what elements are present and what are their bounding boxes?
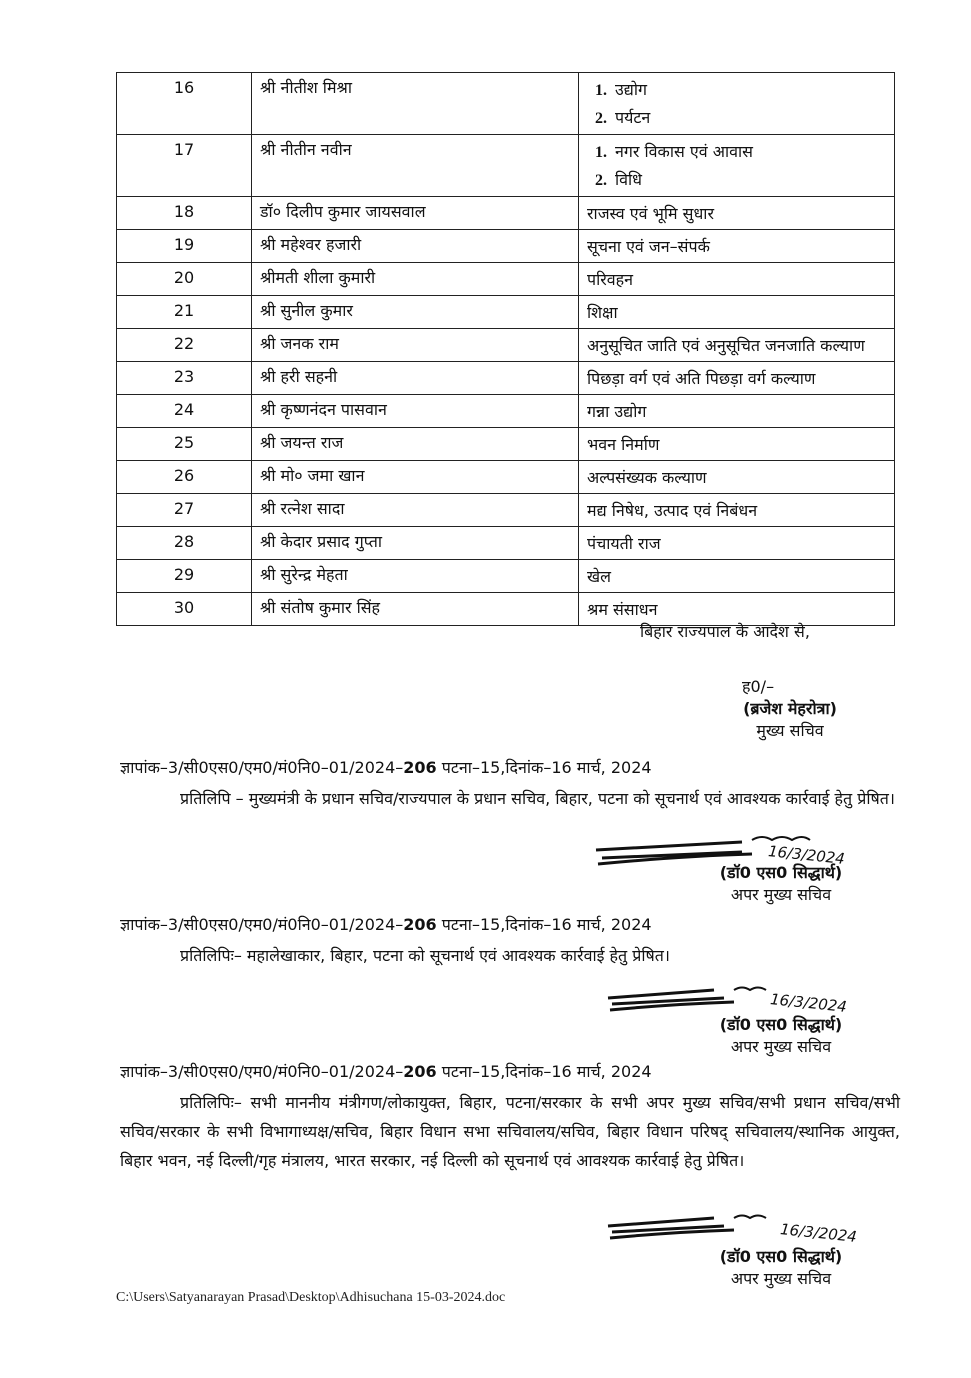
signer-designation: अपर मुख्य सचिव <box>730 1037 832 1056</box>
memo-3 <box>120 1060 900 1175</box>
department-list <box>587 530 886 557</box>
table-row <box>117 230 895 263</box>
department-item <box>587 299 886 326</box>
department-list <box>587 431 886 458</box>
department-item <box>587 530 886 557</box>
minister-name: डॉ० दिलीप कुमार जायसवाल <box>252 197 579 230</box>
department-cell <box>579 461 895 494</box>
minister-name: श्रीमती शीला कुमारी <box>252 263 579 296</box>
table-row <box>117 329 895 362</box>
department-item <box>587 76 886 104</box>
row-number: 30 <box>117 593 252 626</box>
minister-name: श्री संतोष कुमार सिंह <box>252 593 579 626</box>
table-row <box>117 296 895 329</box>
signer-name: (डॉ0 एस0 सिद्धार्थ) <box>719 1247 843 1266</box>
memo-1 <box>120 756 900 813</box>
department-name: उद्योग <box>615 80 648 99</box>
signer-name: (ब्रजेश मेहरोत्रा) <box>743 699 837 718</box>
department-index: 2. <box>595 110 607 127</box>
department-list <box>587 266 886 293</box>
department-list <box>587 596 886 623</box>
signature-date: 16/3/2024 <box>767 842 846 868</box>
minister-name: श्री महेश्वर हजारी <box>252 230 579 263</box>
department-index: 1. <box>595 82 607 99</box>
signer-designation: मुख्य सचिव <box>756 721 824 740</box>
memo-reference: ज्ञापांक–3/सी0एस0/एम0/मं0नि0–01/2024–206 पटना–15,दिनांक–16 मार्च, 2024 <box>120 758 652 777</box>
department-cell <box>579 135 895 197</box>
department-item <box>587 497 886 524</box>
table-row <box>117 362 895 395</box>
signer-name: (डॉ0 एस0 सिद्धार्थ) <box>719 1015 843 1034</box>
department-name: श्रम संसाधन <box>587 600 658 619</box>
department-list <box>587 365 886 392</box>
table-row <box>117 263 895 296</box>
department-item <box>587 431 886 458</box>
row-number: 26 <box>117 461 252 494</box>
department-list <box>587 464 886 491</box>
department-name: सूचना एवं जन–संपर्क <box>587 237 710 256</box>
memo-2 <box>120 913 900 970</box>
department-index: 1. <box>595 144 607 161</box>
department-item <box>587 596 886 623</box>
department-item <box>587 233 886 260</box>
table-row <box>117 135 895 197</box>
department-name: शिक्षा <box>587 303 618 322</box>
department-item <box>587 398 886 425</box>
minister-name: श्री कृष्णनंदन पासवान <box>252 395 579 428</box>
department-name: खेल <box>587 567 611 586</box>
department-cell <box>579 395 895 428</box>
signer-name: (डॉ0 एस0 सिद्धार्थ) <box>719 863 843 882</box>
department-name: परिवहन <box>587 270 634 289</box>
memo-body: प्रतिलिपि – मुख्यमंत्री के प्रधान सचिव/राज्यपाल के प्रधान सचिव, बिहार, पटना को सूचनार्थ एवं आवश्यक कार्रवाई हेतु प्रेषित। <box>180 789 895 808</box>
department-list <box>587 200 886 227</box>
department-name: विधि <box>615 170 643 189</box>
signer-designation: अपर मुख्य सचिव <box>730 885 832 904</box>
ministers-table <box>116 72 895 626</box>
department-item <box>587 332 886 359</box>
row-number: 16 <box>117 73 252 135</box>
department-cell <box>579 329 895 362</box>
table-row <box>117 428 895 461</box>
minister-name: श्री सुनील कुमार <box>252 296 579 329</box>
department-cell <box>579 428 895 461</box>
department-name: भवन निर्माण <box>587 435 660 454</box>
minister-name: श्री जयन्त राज <box>252 428 579 461</box>
row-number: 21 <box>117 296 252 329</box>
signer-designation: अपर मुख्य सचिव <box>730 1269 832 1288</box>
department-list <box>587 76 886 132</box>
department-name: अल्पसंख्यक कल्याण <box>587 468 707 487</box>
department-item <box>587 138 886 166</box>
department-index: 2. <box>595 172 607 189</box>
memo-reference: ज्ञापांक–3/सी0एस0/एम0/मं0नि0–01/2024–206 पटना–15,दिनांक–16 मार्च, 2024 <box>120 1062 652 1081</box>
department-name: पंचायती राज <box>587 534 661 553</box>
department-item <box>587 563 886 590</box>
minister-name: श्री जनक राम <box>252 329 579 362</box>
department-item <box>587 200 886 227</box>
department-item <box>587 166 886 194</box>
department-cell <box>579 362 895 395</box>
signed-mark: ह0/– <box>742 677 775 696</box>
row-number: 23 <box>117 362 252 395</box>
memo-reference: ज्ञापांक–3/सी0एस0/एम0/मं0नि0–01/2024–206 पटना–15,दिनांक–16 मार्च, 2024 <box>120 915 652 934</box>
department-item <box>587 365 886 392</box>
department-cell <box>579 560 895 593</box>
department-cell <box>579 197 895 230</box>
minister-name: श्री सुरेन्द्र मेहता <box>252 560 579 593</box>
memo-body: प्रतिलिपिः– सभी माननीय मंत्रीगण/लोकायुक्त, बिहार, पटना/सरकार के सभी अपर मुख्य सचिव/सभी प्रधान सचिव/सभी सचिव/सरकार के सभी विभागाध्यक्ष/सचिव, बिहार विधान सभा सचिवालय/सचिव, बिहार विधान परिषद् सचिवालय/स्थानिक आयुक्त, बिहार भवन, नई दिल्ली/गृह मंत्रालय, भारत सरकार, नई दिल्ली को सूचनार्थ एवं आवश्यक कार्रवाई हेतु प्रेषित। <box>120 1093 900 1170</box>
department-cell <box>579 296 895 329</box>
memo-3-signature <box>676 1246 886 1290</box>
row-number: 22 <box>117 329 252 362</box>
department-name: पिछड़ा वर्ग एवं अति पिछड़ा वर्ग कल्याण <box>587 369 816 388</box>
department-list <box>587 398 886 425</box>
row-number: 25 <box>117 428 252 461</box>
row-number: 28 <box>117 527 252 560</box>
department-list <box>587 299 886 326</box>
table-row <box>117 395 895 428</box>
department-item <box>587 104 886 132</box>
department-item <box>587 266 886 293</box>
row-number: 18 <box>117 197 252 230</box>
table-row <box>117 494 895 527</box>
row-number: 20 <box>117 263 252 296</box>
minister-name: श्री हरी सहनी <box>252 362 579 395</box>
department-list <box>587 138 886 194</box>
department-list <box>587 563 886 590</box>
signature-date: 16/3/2024 <box>769 990 848 1016</box>
department-item <box>587 464 886 491</box>
department-name: गन्ना उद्योग <box>587 402 647 421</box>
department-name: नगर विकास एवं आवास <box>615 142 753 161</box>
department-name: राजस्व एवं भूमि सुधार <box>587 204 714 223</box>
minister-name: श्री नीतीश मिश्रा <box>252 73 579 135</box>
table-row <box>117 197 895 230</box>
minister-name: श्री रत्नेश सादा <box>252 494 579 527</box>
chief-secretary-signature <box>690 676 890 742</box>
department-name: मद्य निषेध, उत्पाद एवं निबंधन <box>587 501 758 520</box>
table-row <box>117 527 895 560</box>
table-row <box>117 461 895 494</box>
table-row <box>117 560 895 593</box>
row-number: 24 <box>117 395 252 428</box>
memo-body: प्रतिलिपिः– महालेखाकार, बिहार, पटना को सूचनार्थ एवं आवश्यक कार्रवाई हेतु प्रेषित। <box>180 946 670 965</box>
signature-date: 16/3/2024 <box>779 1220 858 1246</box>
department-name: पर्यटन <box>615 108 651 127</box>
department-cell <box>579 494 895 527</box>
memo-1-signature <box>676 862 886 906</box>
department-cell <box>579 527 895 560</box>
department-name: अनुसूचित जाति एवं अनुसूचित जनजाति कल्याण <box>587 336 865 355</box>
governor-order-line: बिहार राज्यपाल के आदेश से, <box>640 622 810 641</box>
department-list <box>587 332 886 359</box>
row-number: 17 <box>117 135 252 197</box>
row-number: 29 <box>117 560 252 593</box>
department-list <box>587 233 886 260</box>
department-list <box>587 497 886 524</box>
department-cell <box>579 230 895 263</box>
department-cell <box>579 263 895 296</box>
minister-name: श्री नीतीन नवीन <box>252 135 579 197</box>
department-cell <box>579 73 895 135</box>
table-row <box>117 73 895 135</box>
minister-name: श्री केदार प्रसाद गुप्ता <box>252 527 579 560</box>
minister-name: श्री मो० जमा खान <box>252 461 579 494</box>
file-path-footer: C:\Users\Satyanarayan Prasad\Desktop\Adhisuchana 15-03-2024.doc <box>116 1290 506 1305</box>
row-number: 27 <box>117 494 252 527</box>
memo-2-signature <box>676 1014 886 1058</box>
row-number: 19 <box>117 230 252 263</box>
